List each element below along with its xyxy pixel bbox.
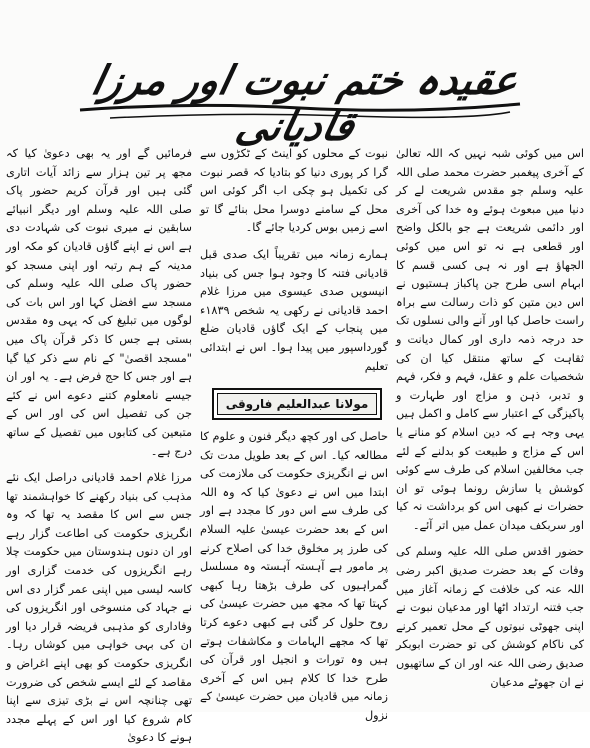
author-name: مولانا عبدالعلیم فاروقی — [217, 393, 377, 415]
column-paragraph: حضور اقدس صلی اللہ علیہ وسلم کی وفات کے بعد حضرت صدیق اکبر رضی اللہ عنہ کی خلافت کے زمانہ آغاز میں جب فتنہ ارتداد اٹھا اور مدعیان نبوت نے اپنی جھوٹی نبوتوں کے محل تعمیر کرنے کی ناکام کوشش کی تو حضرت ابوبکر صدیق رضی اللہ عنہ اور ان کے ساتھیوں نے ان جھوٹے مدعیان — [396, 545, 584, 689]
column-paragraph: حاصل کی اور کچھ دیگر فنون و علوم کا مطالعہ کیا۔ اس کے بعد طویل مدت تک اس نے انگریزی حکومت کی ملازمت کی ابتدا میں اس نے دعویٰ کیا کہ وہ اللہ کی طرف سے اس دور کا مجدد ہے اور اس کے بعد حضرت عیسیٰ علیہ السلام کی طرز پر مخلوق خدا کی اصلاح کرنے پر مامور ہے آہستہ آہستہ وہ مسلسل گمراہیوں کی طرف بڑھتا رہا کبھی کہتا تھا کہ مجھ میں حضرت عیسیٰ کی روح حلول کر گئی ہے کبھی دعوے کرتا تھا کہ مجھے الہامات و مکاشفات ہوتے ہیں وہ تورات و انجیل اور قرآن کی طرح خدا کا کلام ہیں اس کے آخری زمانہ میں قادیان میں حضرت عیسیٰ کے نزول — [200, 430, 388, 722]
column-paragraph: نبوت کے محلوں کو اینٹ کے ٹکڑوں سے گرا کر پوری دنیا کو بتادیا کہ قصر نبوت کی تکمیل ہو چکی اب اگر کوئی اس محل کے سامنے دوسرا محل بنائے گا تو اسے زمیں بوس کردیا جائے گا۔ — [200, 147, 388, 235]
headline — [70, 48, 530, 150]
column-middle-top — [200, 145, 388, 381]
column-right — [396, 145, 584, 705]
column-paragraph: فرمائیں گے اور یہ بھی دعویٰ کیا کہ مجھ پر تین ہزار سے زائد آیات اتاری گئی ہیں اور قرآن کریم حضور پاک صلی اللہ علیہ وسلم اور دیگر انبیائے سابقین نے میری نبوت کی شہادت دی ہے اس نے اپنے گاؤں قادیان کو مکہ اور مدینہ کے ہم رتبہ اور اپنی مسجد کو حضور پاک صلی اللہ علیہ وسلم کی مسجد سے افضل کہا اور اس بات کی لوگوں میں تبلیغ کی کہ یہی وہ مقدس بستی ہے جس کا ذکر قرآن پاک میں "مسجد اقصیٰ" کے نام سے ذکر کیا گیا ہے اور جس کا حج فرض ہے۔ یہ اور ان جیسے نامعلوم کتنے دعوے اس نے کئے جن کی تفصیل اس کی اور اس کے متبعین کی کتابوں میں تفصیل کے ساتھ درج ہے۔ — [6, 147, 192, 458]
column-paragraph: ہمارے زمانہ میں تقریباً ایک صدی قبل قادیانی فتنہ کا وجود ہوا جس کی بنیاد انیسویں صدی عیسوی میں مرزا غلام احمد قادیانی نے رکھی یہ شخص ۱۸۳۹ء میں پنجاب کے ایک گاؤں قادیان ضلع گورداسپور میں پیدا ہوا۔ اس نے ابتدائی تعلیم — [200, 247, 388, 373]
author-byline-box — [212, 388, 382, 420]
headline-title: عقیدہ ختم نبوت اور مرزا قادیانی — [87, 58, 523, 150]
column-left — [6, 145, 192, 745]
column-paragraph: مرزا غلام احمد قادیانی دراصل ایک نئے مذہب کی بنیاد رکھنے کا خواہشمند تھا جس سے اس کا مقصد یہ تھا کہ وہ انگریزی حکومت کی اطاعت گزار رہے اور ان دنوں ہندوستان میں حکومت چلا رہے انگریزوں کی خدمت گزاری اور کاسہ لیسی میں اپنی عمر گزار دی اس نے جہاد کی منسوخی اور انگریزوں کی وفاداری کو مذہبی فریضہ قرار دیا اور ان کی بہی خواہی میں کوشاں رہا۔ انگریزی حکومت کو بھی اپنے اغراض و مقاصد کے لئے ایسے شخص کی ضرورت تھی چنانچہ اس نے بڑی تیزی سے اپنا کام شروع کیا اور اس کے پہلے مجدد ہونے کا دعویٰ — [6, 471, 192, 745]
column-middle-bottom — [200, 428, 388, 722]
column-paragraph: اس میں کوئی شبہ نہیں کہ اللہ تعالیٰ کے آخری پیغمبر حضرت محمد صلی اللہ علیہ وسلم جو مقدس شریعت لے کر دنیا میں مبعوث ہوئے وہ خدا کی آخری اور دائمی شریعت ہے جو بالکل واضح اور قطعی ہے نہ تو اس میں کوئی الجھاؤ ہے اور نہ ہی کسی قسم کا ابہام اسی طرح جن پاکباز ہستیوں نے اس دین متین کو ذات رسالت سے براہ راست حاصل کیا اور آنے والی نسلوں تک حد درجہ ذمہ داری اور کمال دیانت و ثقاہت کے ساتھ منتقل کیا ان کی شخصیات علم و عقل، فہم و فکر، فہم و تدبر، ذہن و مزاج اور طہارت و پاکیزگی کے اعتبار سے کامل و اکمل ہیں یہی وجہ ہے کہ دین اسلام کو منانے یا اس کے مزاج و طبیعت کو بدلنے کے لئے جب مخالفین اسلام کی طرف سے کوئی کوشش یا سازش رونما ہوئی تو ان حضرات نے کبھی اس کو برداشت نہ کیا اور سربکف میدان عمل میں اتر آئے۔ — [396, 147, 584, 532]
